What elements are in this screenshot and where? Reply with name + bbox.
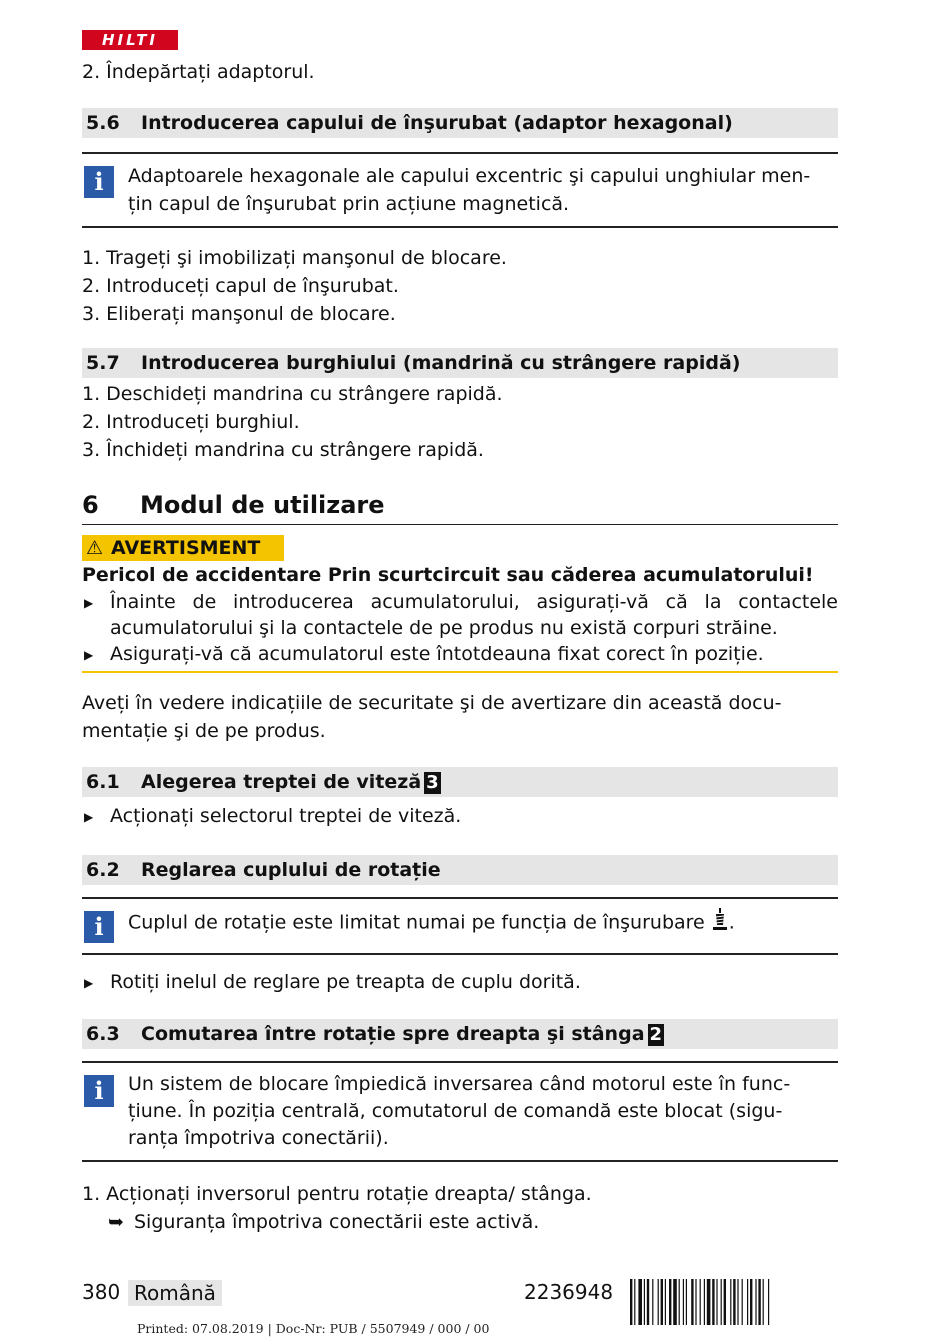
step-item: 3. Eliberați manşonul de blocare. (82, 303, 396, 325)
triangle-bullet-icon: ▶ (84, 810, 94, 824)
language-label: Română (128, 1280, 222, 1306)
note-text (128, 907, 735, 943)
step-item: 3. Închideți mandrina cu strângere rapidă. (82, 439, 484, 461)
step-remove-adapter: 2. Îndepărtați adaptorul. (82, 61, 315, 83)
info-icon: i (84, 166, 114, 198)
section-title-text: Comutarea între rotație spre dreapta şi stânga (141, 1023, 645, 1045)
section-number: 6.1 (86, 771, 120, 793)
result-arrow-icon: ➥ (108, 1211, 124, 1233)
note-end: . (728, 911, 735, 934)
section-number: 6.3 (86, 1023, 120, 1045)
warning-item-text: Înainte de introducerea acumulatorului, asigurați-vă că la contactele acumulatorului şi la contactele de pe produs nu există corpuri străine. (110, 591, 838, 639)
info-icon: i (84, 911, 114, 943)
chapter-6-heading (82, 488, 838, 525)
warning-item (82, 589, 838, 641)
chapter-number: 6 (82, 491, 99, 519)
bullet-item (82, 803, 838, 831)
info-icon: i (84, 1075, 114, 1107)
section-title (141, 1019, 664, 1049)
note-line: Cuplul de rotație este limitat numai pe funcția de înşurubare (128, 911, 705, 934)
section-number: 5.6 (86, 112, 120, 134)
triangle-bullet-icon: ▶ (84, 648, 94, 662)
hilti-logo: HILTI (82, 30, 178, 50)
note-text (128, 1071, 790, 1152)
para-line: Aveți în vedere indicațiile de securitate şi de avertizare din această docu- (82, 692, 782, 714)
page-footer (82, 1278, 838, 1318)
bullet-item (82, 969, 838, 997)
section-number: 6.2 (86, 859, 120, 881)
step-item: 2. Introduceți burghiul. (82, 411, 300, 433)
note-line: Un sistem de blocare împiedică inversarea când motorul este în func- (128, 1073, 791, 1095)
section-title-text: Alegerea treptei de viteză (141, 771, 422, 793)
result-text: Siguranța împotriva conectării este activă. (134, 1211, 540, 1233)
section-5-6-heading (82, 108, 838, 138)
note-line: ranța împotriva conectării). (128, 1127, 389, 1149)
note-text (128, 162, 810, 218)
result-item (82, 1208, 838, 1236)
figure-ref: 2 (649, 1024, 663, 1045)
step-item: 1. Trageți şi imobilizați manşonul de blocare. (82, 247, 507, 269)
section-title: Reglarea cuplului de rotație (141, 859, 441, 881)
bullet-text: Rotiți inelul de reglare pe treapta de cuplu dorită. (110, 971, 581, 993)
manual-page-content (82, 58, 838, 1236)
step-item: 2. Introduceți capul de înşurubat. (82, 275, 399, 297)
info-note-torque (82, 897, 838, 955)
note-line: Adaptoarele hexagonale ale capului excentric şi capului unghiular men- (128, 165, 811, 187)
section-6-3-heading (82, 1019, 838, 1049)
info-note-reversing-lock (82, 1061, 838, 1162)
section-title: Introducerea burghiului (mandrină cu strângere rapidă) (141, 352, 741, 374)
safety-paragraph (82, 689, 838, 745)
section-title (141, 767, 441, 797)
screwdriving-mode-icon (711, 907, 729, 939)
triangle-bullet-icon: ▶ (84, 596, 94, 610)
bullet-text: Acționați selectorul treptei de viteză. (110, 805, 462, 827)
barcode (630, 1279, 838, 1325)
section-5-7-heading (82, 348, 838, 378)
warning-title: Pericol de accidentare Prin scurtcircuit sau căderea acumulatorului! (82, 564, 814, 586)
para-line: mentație şi de pe produs. (82, 720, 326, 742)
section-number: 5.7 (86, 352, 120, 374)
section-6-2-heading (82, 855, 838, 885)
note-line: țin capul de înşurubat prin acțiune magnetică. (128, 193, 570, 215)
info-note-hex-adapters (82, 152, 838, 228)
step-item: 1. Deschideți mandrina cu strângere rapidă. (82, 383, 503, 405)
warning-item (82, 641, 838, 673)
figure-ref: 3 (426, 772, 439, 793)
section-title: Introducerea capului de înşurubat (adaptor hexagonal) (141, 112, 733, 134)
chapter-title: Modul de utilizare (140, 491, 385, 519)
note-line: țiune. În poziția centrală, comutatorul de comandă este blocat (sigu- (128, 1100, 783, 1122)
warning-label: AVERTISMENT (111, 537, 261, 559)
warning-item-text: Asigurați-vă că acumulatorul este întotdeauna fixat corect în poziție. (110, 643, 764, 665)
triangle-bullet-icon: ▶ (84, 976, 94, 990)
document-number: 2236948 (524, 1280, 614, 1304)
warning-badge (82, 535, 284, 561)
warning-triangle-icon: ⚠ (86, 537, 104, 559)
step-item: 1. Acționați inversorul pentru rotație dreapta/ stânga. (82, 1183, 592, 1205)
section-6-1-heading (82, 767, 838, 797)
page-number: 380 (82, 1280, 121, 1304)
print-info: Printed: 07.08.2019 | Doc-Nr: PUB / 5507949 / 000 / 00 (137, 1321, 490, 1336)
